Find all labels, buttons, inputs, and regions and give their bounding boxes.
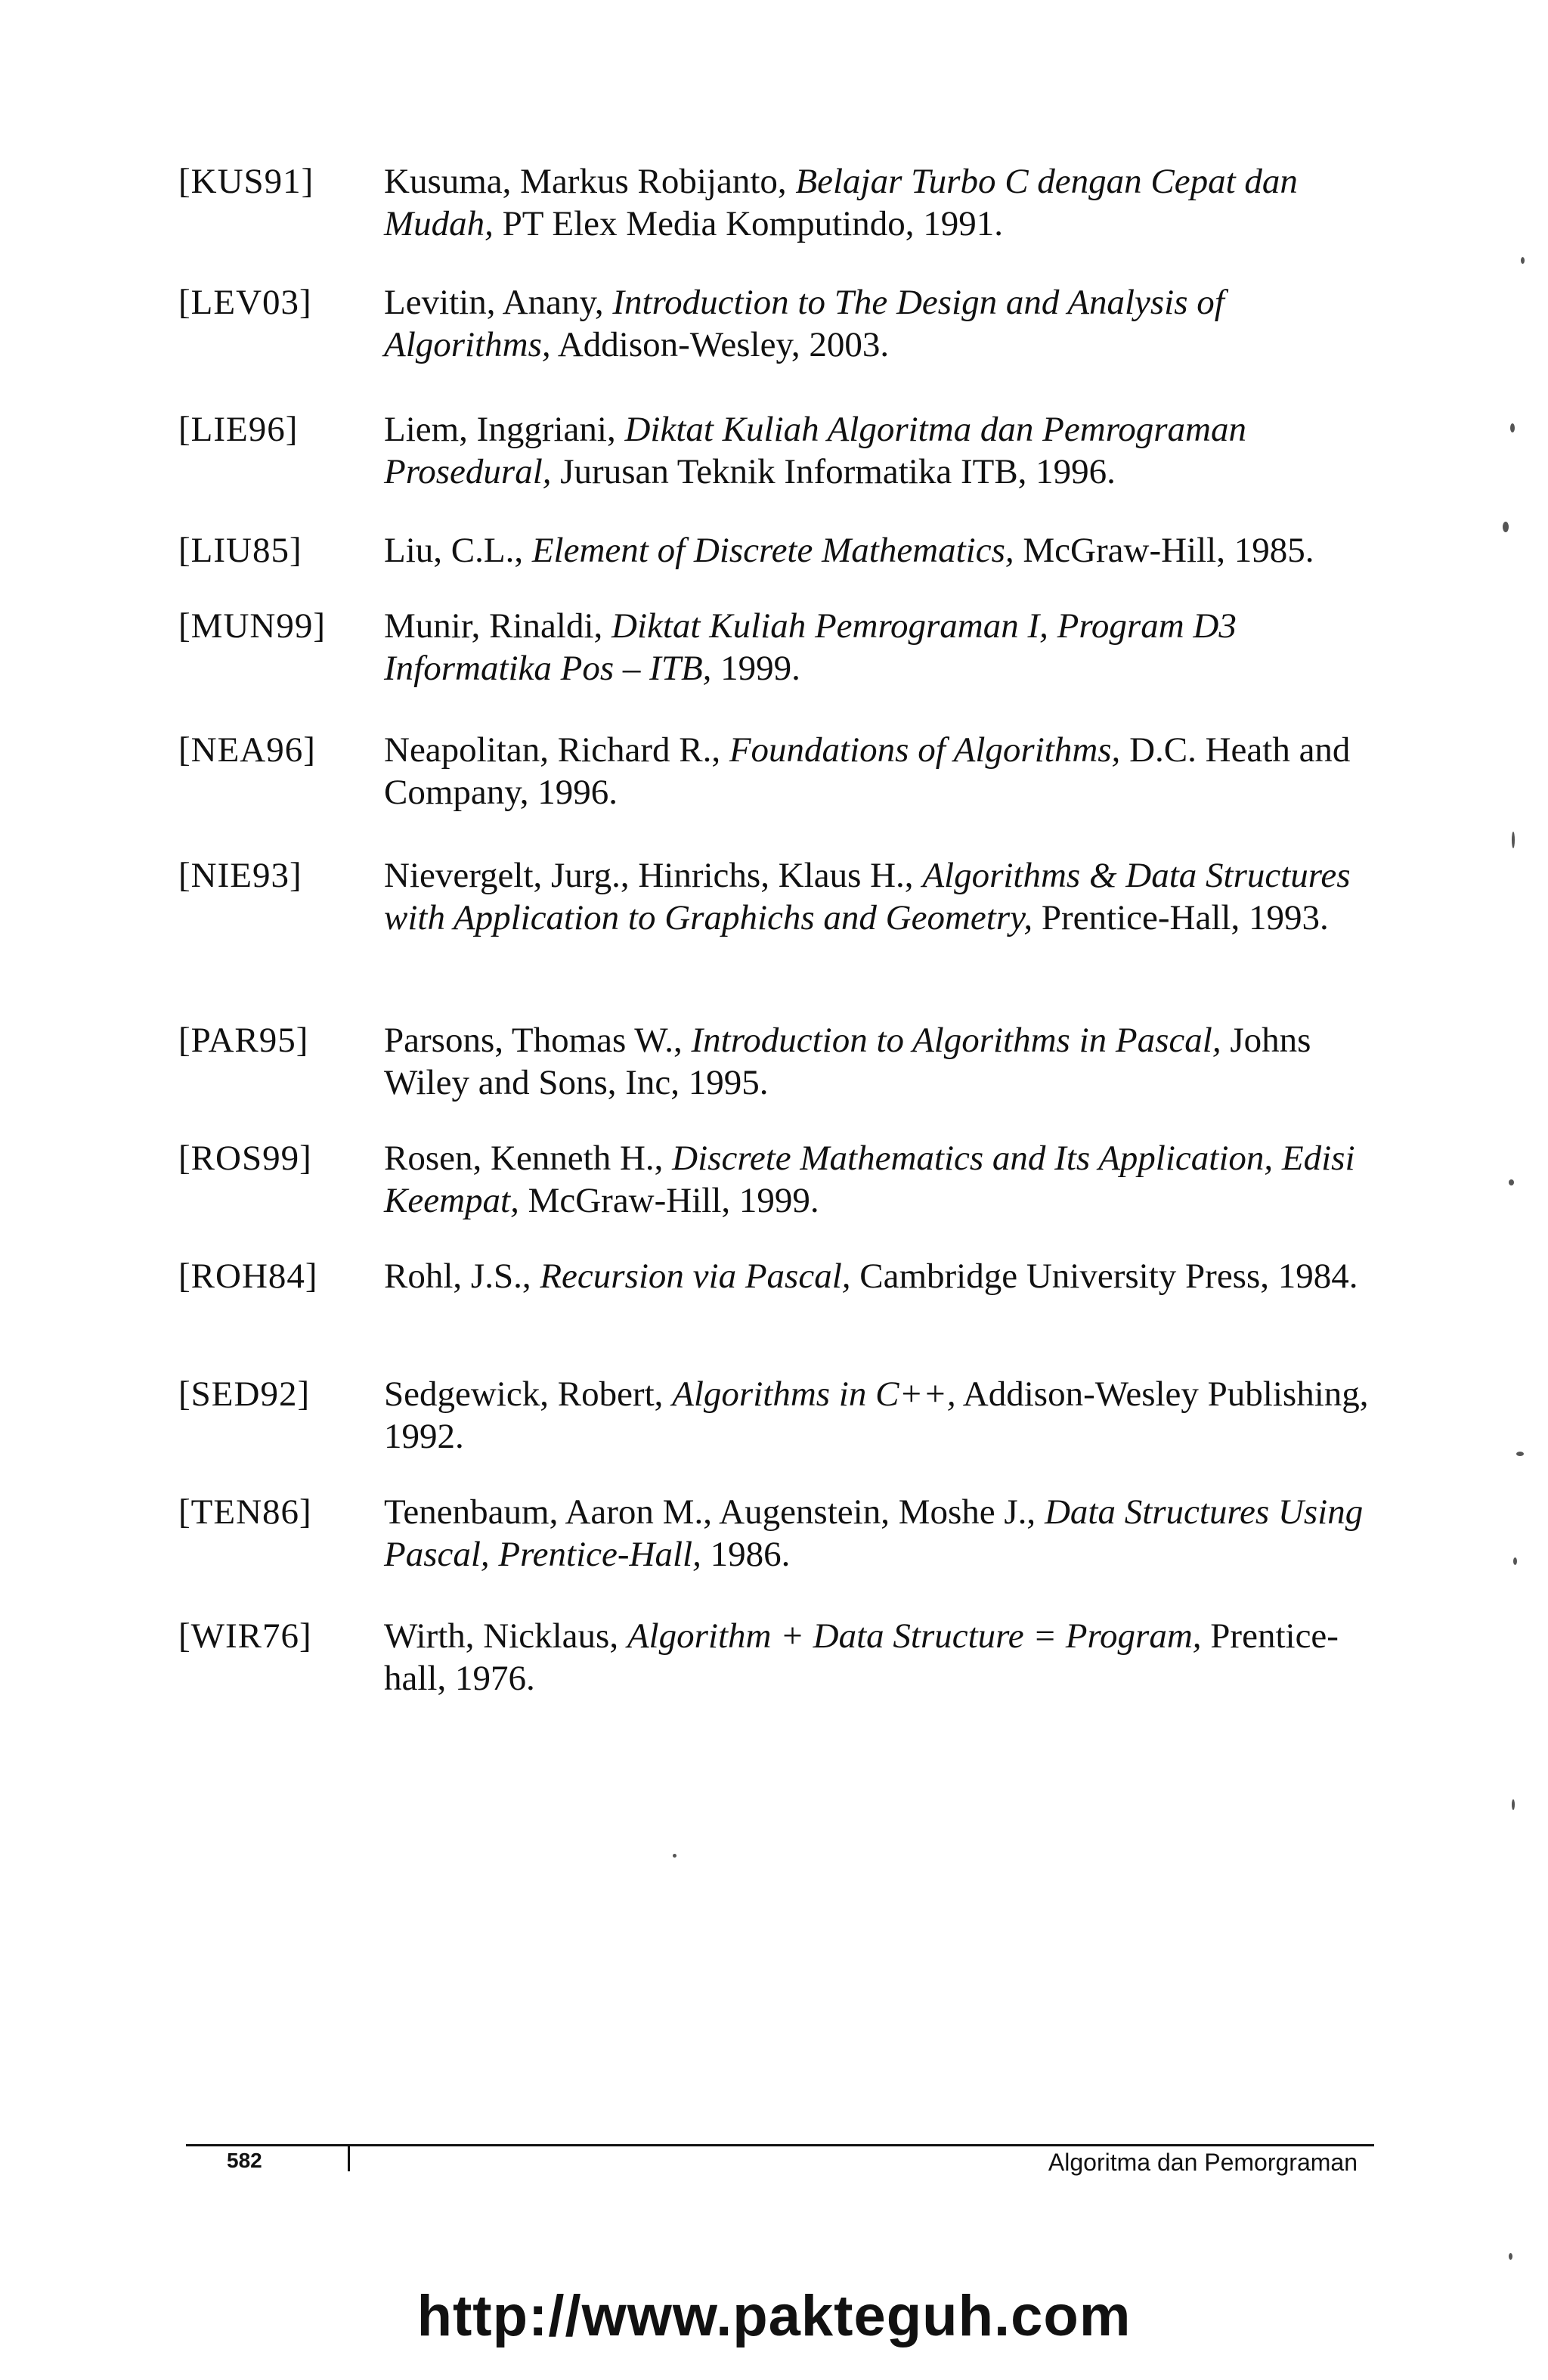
- reference-text: [384, 605, 1382, 690]
- page-number: 582: [227, 2149, 262, 2172]
- reference-title: Introduction to Algorithms in Pascal,: [691, 1021, 1221, 1060]
- reference-author: Nievergelt, Jurg., Hinrichs, Klaus H.,: [384, 856, 923, 895]
- reference-author: Neapolitan, Richard R.,: [384, 730, 729, 770]
- reference-key: [NEA96]: [178, 730, 316, 770]
- reference-title: Algorithms in C++,: [672, 1374, 956, 1414]
- reference-key: [ROH84]: [178, 1257, 318, 1296]
- reference-publisher: Addison-Wesley, 2003.: [550, 325, 890, 364]
- reference-text: [384, 729, 1382, 813]
- reference-title: Discrete Mathematics and Its Application, Edisi Keempat,: [384, 1139, 1355, 1220]
- reference-publisher: 1986.: [701, 1535, 791, 1574]
- reference-text: [384, 408, 1382, 493]
- scan-speck: [1521, 257, 1525, 264]
- reference-text: [384, 1137, 1382, 1222]
- reference-title: Diktat Kuliah Algoritma dan Pemrograman Prosedural,: [384, 410, 1246, 491]
- reference-publisher: PT Elex Media Komputindo, 1991.: [493, 204, 1003, 243]
- reference-text: [384, 1019, 1382, 1104]
- reference-text: [384, 854, 1382, 939]
- reference-author: Levitin, Anany,: [384, 283, 613, 322]
- reference-title: Belajar Turbo C dengan Cepat dan Mudah,: [384, 162, 1298, 243]
- reference-key: [ROS99]: [178, 1139, 312, 1178]
- reference-publisher: 1999.: [711, 649, 800, 688]
- reference-title: Algorithm + Data Structure = Program,: [627, 1616, 1202, 1656]
- reference-key: [LEV03]: [178, 283, 312, 322]
- reference-author: Rosen, Kenneth H.,: [384, 1139, 673, 1178]
- reference-author: Wirth, Nicklaus,: [384, 1616, 627, 1656]
- reference-text: [384, 1491, 1382, 1576]
- footer-divider-tick: [348, 2144, 350, 2171]
- scan-speck: [1512, 1799, 1515, 1810]
- reference-publisher: Cambridge University Press, 1984.: [850, 1257, 1358, 1296]
- reference-text: [384, 529, 1382, 572]
- reference-author: Liem, Inggriani,: [384, 410, 625, 449]
- reference-title: Introduction to The Design and Analysis of Algorithms,: [384, 283, 1224, 364]
- running-footer-title: Algoritma dan Pemorgraman: [1048, 2149, 1358, 2176]
- reference-author: Munir, Rinaldi,: [384, 606, 612, 646]
- reference-key: [KUS91]: [178, 162, 314, 201]
- reference-publisher: Prentice-Hall, 1993.: [1033, 898, 1329, 937]
- reference-key: [LIU85]: [178, 531, 302, 570]
- reference-author: Sedgewick, Robert,: [384, 1374, 673, 1414]
- reference-key: [TEN86]: [178, 1492, 312, 1532]
- reference-publisher: McGraw-Hill, 1985.: [1014, 531, 1314, 570]
- scan-speck: [1510, 423, 1515, 432]
- reference-key: [NIE93]: [178, 856, 302, 895]
- reference-text: [384, 1255, 1382, 1297]
- scan-speck: [1513, 1557, 1517, 1565]
- reference-key: [LIE96]: [178, 410, 299, 449]
- reference-title: Data Structures Using Pascal, Prentice-Hall,: [384, 1492, 1364, 1574]
- reference-text: [384, 1615, 1382, 1700]
- reference-publisher: D.C. Heath and Company, 1996.: [384, 730, 1351, 812]
- reference-publisher: McGraw-Hill, 1999.: [519, 1181, 819, 1220]
- reference-title: Diktat Kuliah Pemrograman I, Program D3 Informatika Pos – ITB,: [384, 606, 1237, 688]
- reference-author: Tenenbaum, Aaron M., Augenstein, Moshe J.,: [384, 1492, 1045, 1532]
- scan-speck: [1503, 522, 1509, 532]
- reference-title: Foundations of Algorithms,: [729, 730, 1121, 770]
- footer-divider: [186, 2144, 1374, 2146]
- reference-publisher: Prentice-hall, 1976.: [384, 1616, 1339, 1698]
- scan-speck: [1509, 1179, 1514, 1185]
- reference-publisher: Addison-Wesley Publishing, 1992.: [384, 1374, 1369, 1456]
- reference-key: [SED92]: [178, 1374, 311, 1414]
- reference-author: Kusuma, Markus Robijanto,: [384, 162, 796, 201]
- reference-title: Algorithms & Data Structures with Application to Graphichs and Geometry,: [384, 856, 1351, 937]
- reference-author: Rohl, J.S.,: [384, 1257, 540, 1296]
- reference-title: Element of Discrete Mathematics,: [531, 531, 1014, 570]
- reference-publisher: Jurusan Teknik Informatika ITB, 1996.: [551, 452, 1116, 491]
- reference-publisher: Johns Wiley and Sons, Inc, 1995.: [384, 1021, 1311, 1102]
- reference-author: Parsons, Thomas W.,: [384, 1021, 692, 1060]
- reference-key: [PAR95]: [178, 1021, 309, 1060]
- reference-key: [MUN99]: [178, 606, 326, 646]
- scan-speck: [1512, 832, 1515, 848]
- reference-text: [384, 281, 1382, 366]
- reference-title: Recursion via Pascal,: [540, 1257, 851, 1296]
- scan-speck: [1509, 2253, 1512, 2260]
- scan-speck: [1516, 1452, 1524, 1456]
- reference-author: Liu, C.L.,: [384, 531, 532, 570]
- reference-key: [WIR76]: [178, 1616, 312, 1656]
- reference-text: [384, 1373, 1382, 1458]
- scan-speck: [673, 1854, 676, 1858]
- watermark-url[interactable]: http://www.pakteguh.com: [416, 2284, 1132, 2348]
- reference-text: [384, 160, 1382, 245]
